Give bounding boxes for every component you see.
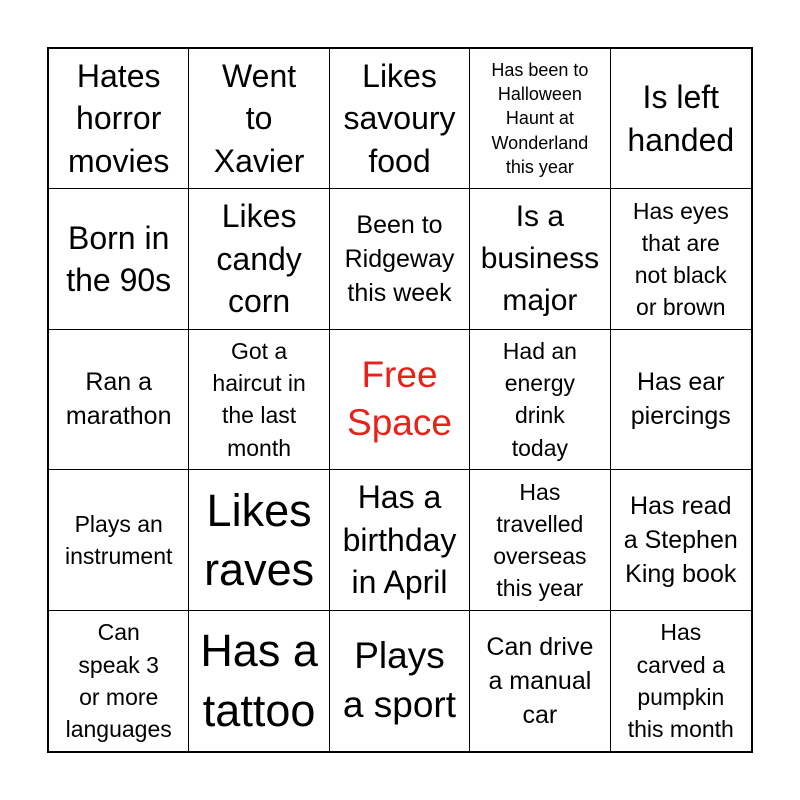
cell-text: Has carved a pumpkin this month: [627, 619, 734, 742]
cell-text: Is a business major: [480, 200, 600, 318]
bingo-cell-r5c1[interactable]: [49, 611, 189, 751]
bingo-cell-r2c5[interactable]: [611, 189, 751, 329]
cell-text: Can speak 3 or more languages: [65, 619, 172, 742]
bingo-cell-r4c3[interactable]: [330, 470, 470, 610]
bingo-cell-r2c2[interactable]: [189, 189, 329, 329]
bingo-cell-r3c2[interactable]: [189, 330, 329, 470]
cell-text: Can drive a manual car: [486, 632, 594, 729]
bingo-cell-r5c2[interactable]: [189, 611, 329, 751]
bingo-cell-free-space[interactable]: [330, 330, 470, 470]
cell-text: Had an energy drink today: [502, 338, 577, 461]
bingo-cell-r2c3[interactable]: [330, 189, 470, 329]
cell-text: Has read a Stephen King book: [623, 491, 738, 588]
bingo-cell-r4c1[interactable]: [49, 470, 189, 610]
bingo-cell-r5c4[interactable]: [470, 611, 610, 751]
cell-text: Has eyes that are not black or brown: [632, 197, 729, 321]
cell-text: Plays a sport: [342, 634, 457, 725]
bingo-cell-r1c3[interactable]: [330, 49, 470, 189]
bingo-cell-r2c4[interactable]: [470, 189, 610, 329]
cell-text: Born in the 90s: [66, 219, 172, 299]
cell-text: Ran a marathon: [65, 368, 172, 431]
cell-text: Has a birthday in April: [342, 479, 457, 601]
bingo-board: [47, 47, 753, 753]
cell-text: Has a tattoo: [200, 625, 318, 736]
cell-text: Likes candy corn: [216, 198, 302, 320]
bingo-cell-r3c1[interactable]: [49, 330, 189, 470]
cell-text: Likes raves: [204, 484, 315, 595]
cell-text: Got a haircut in the last month: [212, 338, 306, 461]
bingo-cell-r1c1[interactable]: [49, 49, 189, 189]
cell-text: Likes savoury food: [343, 57, 456, 179]
bingo-cell-r5c5[interactable]: [611, 611, 751, 751]
bingo-cell-r4c5[interactable]: [611, 470, 751, 610]
cell-text: Plays an instrument: [65, 510, 173, 569]
bingo-cell-r4c2[interactable]: [189, 470, 329, 610]
bingo-cell-r4c4[interactable]: [470, 470, 610, 610]
cell-text: Been to Ridgeway this week: [344, 211, 455, 308]
cell-text: Has been to Halloween Haunt at Wonderland this year: [491, 59, 589, 178]
bingo-cell-r5c3[interactable]: [330, 611, 470, 751]
bingo-cell-r1c2[interactable]: [189, 49, 329, 189]
bingo-cell-r3c4[interactable]: [470, 330, 610, 470]
bingo-cell-r3c5[interactable]: [611, 330, 751, 470]
bingo-cell-r1c5[interactable]: [611, 49, 751, 189]
bingo-cell-r1c4[interactable]: [470, 49, 610, 189]
cell-text: Has travelled overseas this year: [493, 478, 587, 602]
cell-text: Went to Xavier: [213, 57, 305, 179]
cell-text: Is left handed: [627, 79, 735, 158]
free-space-text: Free Space: [347, 353, 452, 444]
bingo-cell-r2c1[interactable]: [49, 189, 189, 329]
cell-text: Has ear piercings: [630, 368, 731, 431]
cell-text: Hates horror movies: [68, 57, 170, 179]
